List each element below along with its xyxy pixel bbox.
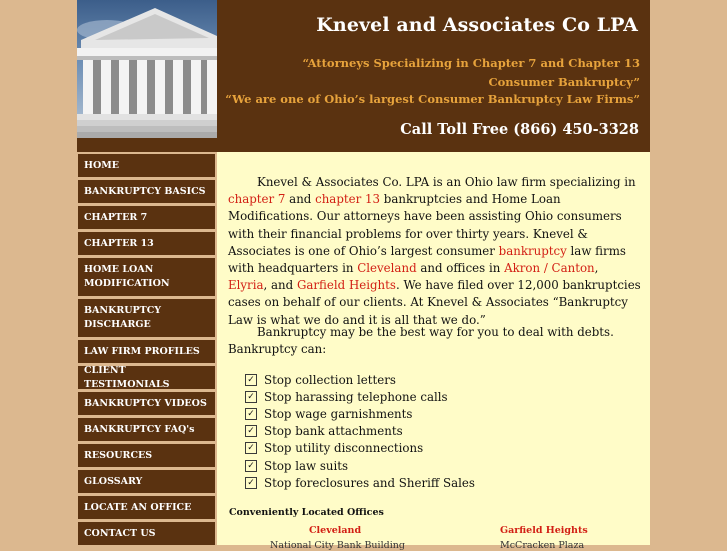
sidebar-item-glossary[interactable] — [78, 470, 215, 493]
inline-link-garfield-heights[interactable]: Garfield Heights — [296, 278, 396, 293]
header — [77, 0, 650, 152]
sidebar-item-chapter-13[interactable] — [78, 232, 215, 255]
sidebar-item-label: HOME LOAN MODIFICATION — [84, 264, 170, 289]
checklist-item — [245, 474, 475, 491]
sidebar-item-home-loan-modification[interactable] — [78, 258, 215, 296]
checkbox-icon: ✓ — [245, 477, 257, 489]
offices-heading: Conveniently Located Offices — [229, 507, 384, 518]
intro-paragraph — [228, 174, 641, 329]
checkbox-icon: ✓ — [245, 442, 257, 454]
inline-link-chapter-13[interactable]: chapter 13 — [315, 192, 381, 207]
sidebar-item-client-testimonials[interactable] — [78, 366, 215, 389]
checkbox-icon: ✓ — [245, 374, 257, 386]
tagline-specializing: “Attorneys Specializing in Chapter 7 and Chapter 13 Consumer Bankruptcy” — [302, 56, 640, 89]
sidebar-item-label: GLOSSARY — [84, 475, 143, 487]
sidebar-item-resources[interactable] — [78, 444, 215, 467]
inline-link-akron-canton[interactable]: Akron / Canton — [504, 261, 595, 276]
intro-text: bankruptcies and Home Loan Modifications. Our attorneys have been assisting Ohio consumers with their financial problems for over thirty years. Knevel & Associates is one of Ohio’s largest consumer — [228, 192, 622, 258]
sidebar-item-law-firm-profiles[interactable] — [78, 340, 215, 363]
checkbox-icon: ✓ — [245, 460, 257, 472]
checklist-item — [245, 440, 475, 457]
checklist-item — [245, 388, 475, 405]
sidebar-item-label: CHAPTER 7 — [84, 211, 148, 223]
sidebar-item-label: CONTACT US — [84, 527, 156, 539]
bankruptcy-can-paragraph: Bankruptcy may be the best way for you to deal with debts. Bankruptcy can: — [228, 325, 614, 357]
sidebar-item-label: HOME — [84, 159, 120, 171]
sidebar-nav — [77, 152, 216, 545]
sidebar-item-locate-an-office[interactable] — [78, 496, 215, 519]
checklist-item-label: Stop bank attachments — [264, 424, 403, 439]
sidebar-item-chapter-7[interactable] — [78, 206, 215, 229]
sidebar-item-bankruptcy-faqs[interactable] — [78, 418, 215, 441]
checklist-item-label: Stop harassing telephone calls — [264, 389, 448, 404]
sidebar-item-contact-us[interactable] — [78, 522, 215, 545]
inline-link-cleveland[interactable]: Cleveland — [357, 261, 417, 276]
sidebar-item-bankruptcy-discharge[interactable] — [78, 299, 215, 337]
sidebar-item-label: RESOURCES — [84, 449, 153, 461]
checklist-item-label: Stop foreclosures and Sheriff Sales — [264, 475, 475, 490]
sidebar-item-bankruptcy-videos[interactable] — [78, 392, 215, 415]
tagline-largest-firm: “We are one of Ohio’s largest Consumer Bankruptcy Law Firms” — [225, 92, 640, 106]
checklist-item-label: Stop collection letters — [264, 372, 396, 387]
sidebar-item-label: LAW FIRM PROFILES — [84, 345, 200, 357]
intro-text: and offices in — [416, 261, 505, 276]
checklist-item — [245, 457, 475, 474]
office-garfield-heights-address: McCracken Plaza — [500, 540, 585, 551]
sidebar-item-label: BANKRUPTCY BASICS — [84, 185, 206, 197]
main-content — [217, 152, 650, 551]
intro-text: , — [594, 261, 599, 276]
sidebar-item-label: CLIENT TESTIMONIALS — [84, 364, 170, 390]
firm-name: Knevel and Associates Co LPA — [316, 14, 638, 36]
office-cleveland-address: National City Bank Building — [270, 540, 405, 551]
checklist-item-label: Stop utility disconnections — [264, 441, 424, 456]
intro-text: , and — [263, 278, 297, 293]
sidebar-item-label: BANKRUPTCY FAQ's — [84, 423, 195, 435]
office-cleveland-link[interactable]: Cleveland — [309, 525, 362, 536]
sidebar-item-label: LOCATE AN OFFICE — [84, 501, 192, 513]
intro-text: law firms with headquarters in — [228, 243, 626, 276]
checklist-item — [245, 405, 475, 422]
intro-text: Knevel & Associates Co. LPA is an Ohio law firm specializing in — [257, 175, 636, 189]
checkbox-icon: ✓ — [245, 408, 257, 420]
benefits-checklist — [245, 371, 475, 491]
inline-link-chapter-7[interactable]: chapter 7 — [228, 192, 286, 207]
checklist-item — [245, 423, 475, 440]
page — [77, 0, 650, 551]
inline-link-elyria[interactable]: Elyria — [228, 278, 264, 293]
checklist-item-label: Stop law suits — [264, 458, 349, 473]
checkbox-icon: ✓ — [245, 391, 257, 403]
toll-free-phone: Call Toll Free (866) 450-3328 — [400, 121, 639, 138]
courthouse-image — [77, 0, 217, 138]
office-garfield-heights-link[interactable]: Garfield Heights — [500, 525, 588, 536]
sidebar-item-label: BANKRUPTCY DISCHARGE — [84, 305, 162, 330]
sidebar-item-label: CHAPTER 13 — [84, 237, 154, 249]
checklist-item — [245, 371, 475, 388]
intro-text: . We have filed over 12,000 bankruptcies cases on behalf of our clients. At Knevel & Associates “Bankruptcy Law is what we do and it is all that we do.” — [228, 278, 641, 327]
intro-text: and — [285, 192, 316, 207]
sidebar-item-label: BANKRUPTCY VIDEOS — [84, 397, 207, 409]
inline-link-bankruptcy[interactable]: bankruptcy — [498, 243, 567, 258]
checklist-item-label: Stop wage garnishments — [264, 406, 413, 421]
sidebar-item-home[interactable] — [78, 154, 215, 177]
checkbox-icon: ✓ — [245, 425, 257, 437]
sidebar-item-bankruptcy-basics[interactable] — [78, 180, 215, 203]
